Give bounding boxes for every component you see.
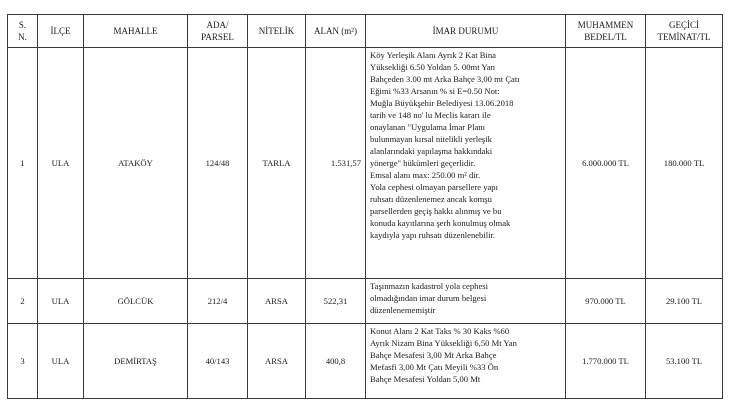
header-row: [8, 15, 723, 48]
cell-nitelik: ARSA: [248, 324, 306, 399]
cell-imar: Köy Yerleşik Alanı Ayrık 2 Kat Bina Yüksekliği 6.50 Yoldan 5. 00mt Yan Bahçeden 3.00 mt Arka Bahçe 3,00 mt Çatı Eğimi %33 Arsanın % si E=0.50 Not: Muğla Büyükşehir Belediyesi 13.06.2018 tarih ve 148 no' lu Meclis kararı ile onaylanan "Uygulama İmar Planı bulunmayan kırsal nitelikli yerleşik alanlarındaki yapılaşma hakkındaki yönerge" hükümleri geçerlidir. Emsal alanı max: 250.00 m² dir. Yola cephesi olmayan parsellere yapı ruhsatı düzenlenemez ancak komşu parsellerden geçiş hakkı alınmış ve bu konuda kayıtlarına şerh konulmuş olmak kaydıyla yapı ruhsatı düzenlenebilir.: [366, 48, 566, 279]
cell-ilce: ULA: [38, 48, 84, 279]
table-row: [8, 324, 723, 399]
table-row: [8, 48, 723, 279]
cell-teminat: 53.100 TL: [646, 324, 723, 399]
header-ilce: İLÇE: [38, 15, 84, 48]
cell-mahalle: GÖLCÜK: [84, 279, 188, 324]
cell-sn: 2: [8, 279, 38, 324]
cell-teminat: 180.000 TL: [646, 48, 723, 279]
cell-ada-parsel: 212/4: [188, 279, 248, 324]
header-imar: İMAR DURUMU: [366, 15, 566, 48]
cell-alan: 522,31: [306, 279, 366, 324]
cell-mahalle: DEMİRTAŞ: [84, 324, 188, 399]
cell-mahalle: ATAKÖY: [84, 48, 188, 279]
header-teminat: GEÇİCİ TEMİNAT/TL: [646, 15, 723, 48]
header-mahalle: MAHALLE: [84, 15, 188, 48]
cell-ada-parsel: 40/143: [188, 324, 248, 399]
table-row: [8, 279, 723, 324]
header-sn: S. N.: [8, 15, 38, 48]
cell-sn: 3: [8, 324, 38, 399]
tender-table: [7, 14, 723, 399]
cell-alan: 1.531,57: [306, 48, 366, 279]
cell-imar: Taşınmazın kadastrol yola cephesi olmadığından imar durum belgesi düzenlenememiştir: [366, 279, 566, 324]
cell-teminat: 29.100 TL: [646, 279, 723, 324]
cell-sn: 1: [8, 48, 38, 279]
cell-bedel: 1.770.000 TL: [566, 324, 646, 399]
header-ada-parsel: ADA/ PARSEL: [188, 15, 248, 48]
header-bedel: MUHAMMEN BEDEL/TL: [566, 15, 646, 48]
cell-ilce: ULA: [38, 324, 84, 399]
cell-bedel: 970.000 TL: [566, 279, 646, 324]
cell-ilce: ULA: [38, 279, 84, 324]
header-alan: ALAN (m²): [306, 15, 366, 48]
cell-nitelik: ARSA: [248, 279, 306, 324]
cell-bedel: 6.000.000 TL: [566, 48, 646, 279]
cell-ada-parsel: 124/48: [188, 48, 248, 279]
cell-nitelik: TARLA: [248, 48, 306, 279]
header-nitelik: NİTELİK: [248, 15, 306, 48]
cell-alan: 400,8: [306, 324, 366, 399]
cell-imar: Konut Alanı 2 Kat Taks % 30 Kaks %60 Ayrık Nizam Bina Yüksekliği 6,50 Mt Yan Bahçe Mesafesi 3,00 Mt Arka Bahçe Mefasfi 3,00 Mt Çatı Meyili %33 Ön Bahçe Mesafesi Yoldan 5,00 Mt: [366, 324, 566, 399]
